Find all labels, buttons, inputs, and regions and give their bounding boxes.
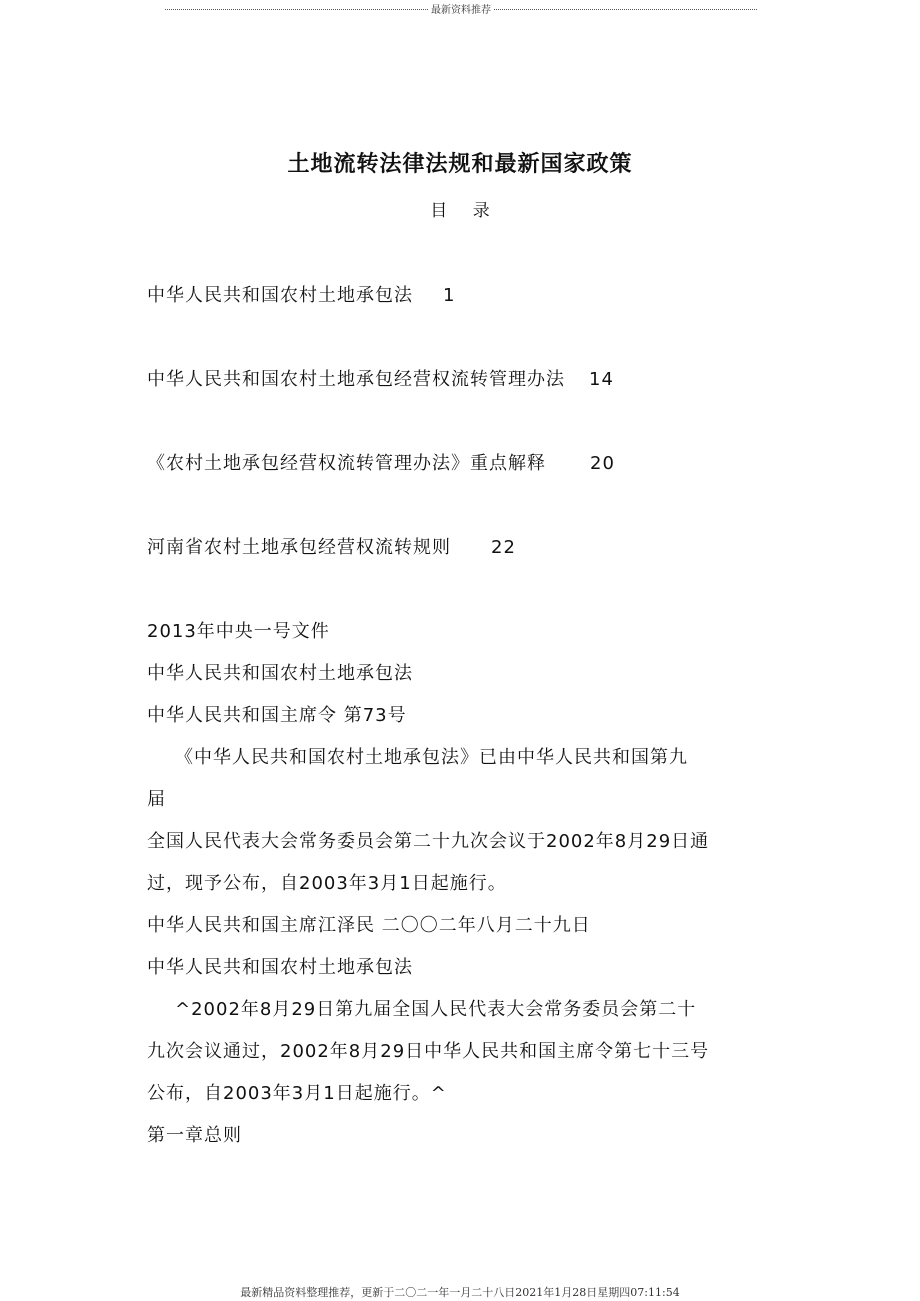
toc-item[interactable] <box>147 449 615 475</box>
page-footer: 最新精品资料整理推荐，更新于二〇二一年一月二十八日2021年1月28日星期四07:11:54 <box>240 1286 680 1299</box>
body-paragraph-line: 《中华人民共和国农村土地承包法》已由中华人民共和国第九 <box>175 747 688 768</box>
body-paragraph-line: 公布，自2003年3月1日起施行。^ <box>147 1083 447 1104</box>
toc-item-page: 14 <box>589 369 614 390</box>
body-line-document-name: 2013年中央一号文件 <box>147 621 330 642</box>
toc-item[interactable] <box>147 365 614 391</box>
toc-item-title: 河南省农村土地承包经营权流转规则 <box>147 537 451 558</box>
body-line-presidential-order: 中华人民共和国主席令 第73号 <box>147 705 407 726</box>
body-line-signature: 中华人民共和国主席江泽民 二〇〇二年八月二十九日 <box>147 915 591 936</box>
toc-item[interactable] <box>147 533 516 559</box>
page-header <box>165 0 757 16</box>
header-dotted-rule-right <box>494 9 757 10</box>
toc-item-page: 22 <box>491 537 516 558</box>
header-dotted-rule-left <box>165 9 428 10</box>
toc-item-page: 20 <box>590 453 615 474</box>
document-title: 土地流转法律法规和最新国家政策 <box>287 151 633 177</box>
toc-item-title: 中华人民共和国农村土地承包经营权流转管理办法 <box>147 369 565 390</box>
body-line-law-title: 中华人民共和国农村土地承包法 <box>147 957 413 978</box>
toc-item-title: 《农村土地承包经营权流转管理办法》重点解释 <box>147 453 546 474</box>
toc-item-title: 中华人民共和国农村土地承包法 <box>147 285 413 306</box>
toc-item[interactable] <box>147 281 455 307</box>
toc-heading: 目 录 <box>430 201 500 221</box>
header-label: 最新资料推荐 <box>431 4 491 16</box>
chapter-heading: 第一章总则 <box>147 1125 242 1146</box>
body-line-law-title: 中华人民共和国农村土地承包法 <box>147 663 413 684</box>
body-paragraph-line: 全国人民代表大会常务委员会第二十九次会议于2002年8月29日通 <box>147 831 710 852</box>
body-paragraph-line: ^2002年8月29日第九届全国人民代表大会常务委员会第二十 <box>175 999 697 1020</box>
body-paragraph-line: 九次会议通过，2002年8月29日中华人民共和国主席令第七十三号 <box>147 1041 710 1062</box>
body-paragraph-line: 届 <box>147 789 166 810</box>
body-paragraph-line: 过，现予公布，自2003年3月1日起施行。 <box>147 873 507 894</box>
toc-item-page: 1 <box>443 285 456 306</box>
